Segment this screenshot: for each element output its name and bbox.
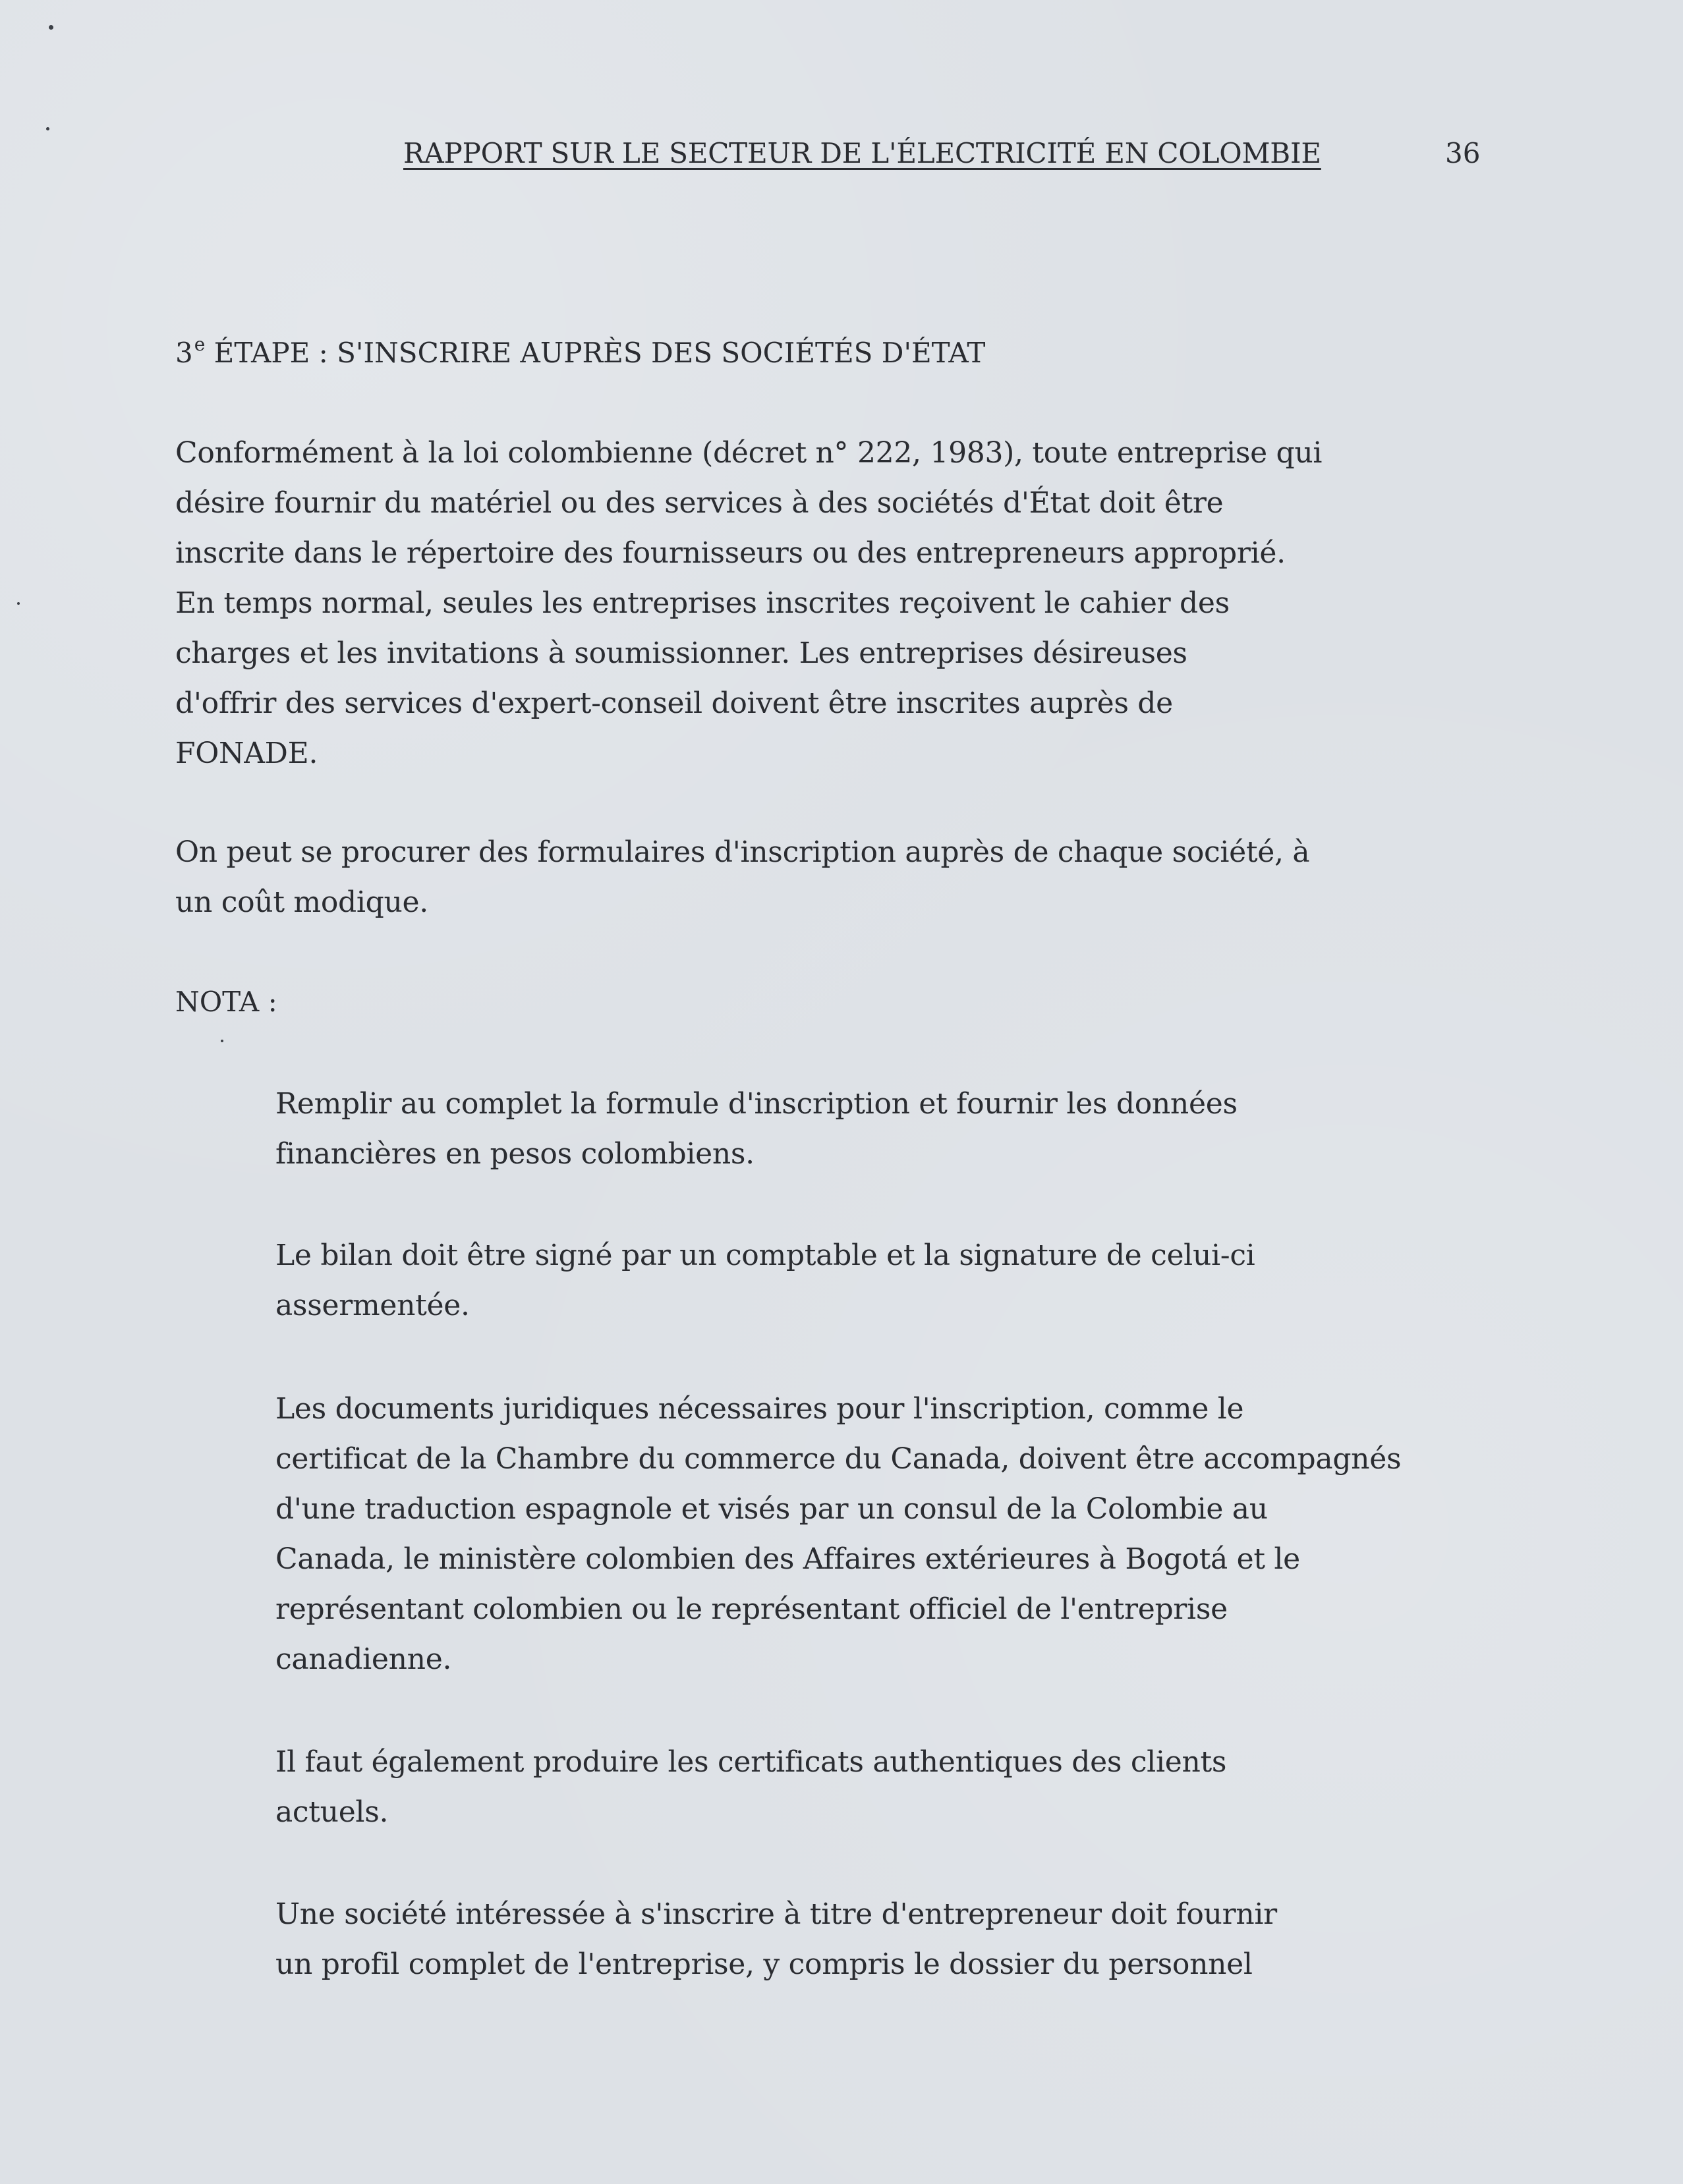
scan-speck xyxy=(17,602,20,605)
nota-item: Il faut également produire les certificats authentiques des clients actuels. xyxy=(275,1745,1227,1829)
scan-speck xyxy=(46,127,49,130)
nota-item: Une société intéressée à s'inscrire à titre d'entrepreneur doit fournir un profil complet de l'entreprise, y compris le dossier du personnel xyxy=(275,1897,1277,1981)
nota-item: Le bilan doit être signé par un comptable et la signature de celui-ci assermentée. xyxy=(275,1239,1255,1322)
scan-speck xyxy=(49,25,53,30)
section-number: 3 xyxy=(175,337,193,369)
section-ordinal-suffix: e xyxy=(194,333,206,355)
section-heading xyxy=(175,335,985,372)
section-title: ÉTAPE : S'INSCRIRE AUPRÈS DES SOCIÉTÉS D'ÉTAT xyxy=(205,337,986,369)
nota-item: Remplir au complet la formule d'inscription et fournir les données financières en pesos colombiens. xyxy=(275,1087,1238,1171)
report-title: RAPPORT SUR LE SECTEUR DE L'ÉLECTRICITÉ EN COLOMBIE xyxy=(403,137,1321,169)
registration-paragraph: Conformément à la loi colombienne (décret n° 222, 1983), toute entreprise qui désire fournir du matériel ou des services à des sociétés d'État doit être inscrite dans le répertoire des fournisseurs ou des entrepreneurs approprié. En temps normal, seules les entreprises inscrites reçoivent le cahier des charges et les invitations à soumissionner. Les entreprises désireuses d'offrir des services d'expert-conseil doivent être inscrites auprès de FONADE. xyxy=(175,436,1323,770)
page-number: 36 xyxy=(1445,137,1481,169)
nota-label: NOTA : xyxy=(175,986,277,1018)
forms-paragraph: On peut se procurer des formulaires d'inscription auprès de chaque société, à un coût modique. xyxy=(175,835,1310,919)
nota-item: Les documents juridiques nécessaires pour l'inscription, comme le certificat de la Chambre du commerce du Canada, doivent être accompagnés d'une traduction espagnole et visés par un consul de la Colombie au Canada, le ministère colombien des Affaires extérieures à Bogotá et le représentant colombien ou le représentant officiel de l'entreprise canadienne. xyxy=(275,1392,1402,1676)
scan-speck xyxy=(221,1040,223,1042)
